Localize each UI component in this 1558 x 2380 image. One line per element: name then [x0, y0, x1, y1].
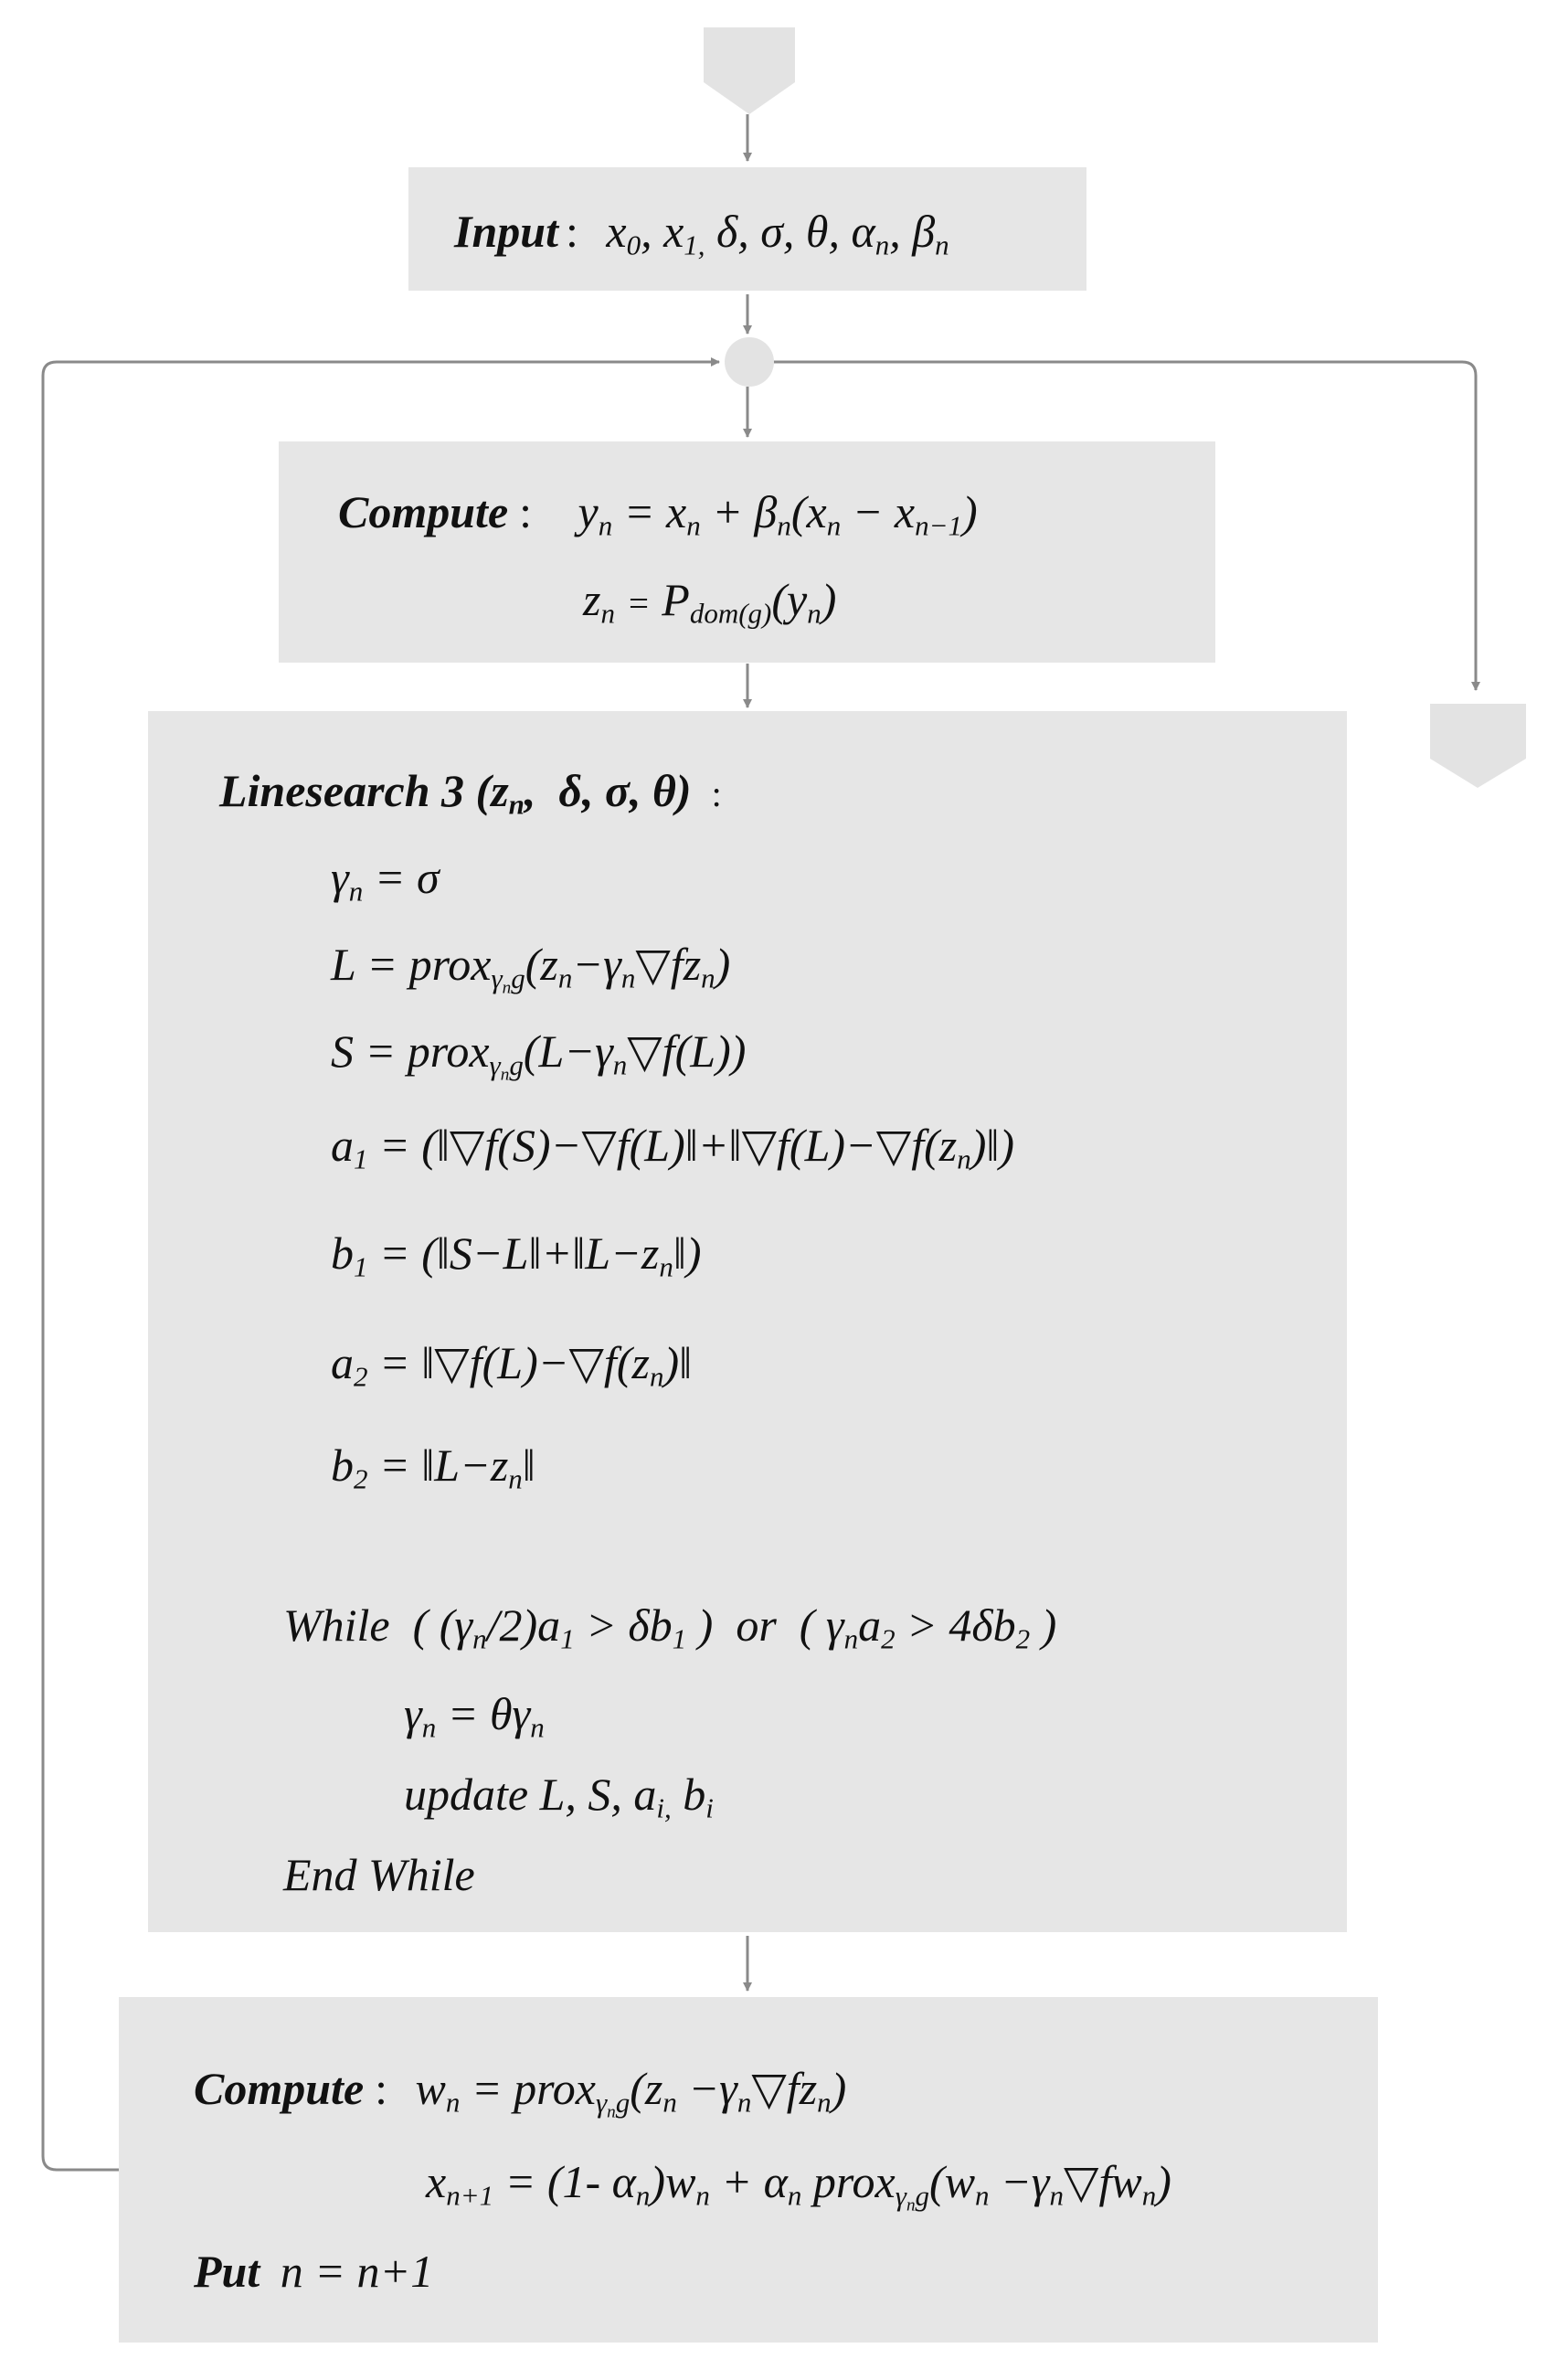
input-params: $x_0$, $x_{1,}$ δ, σ, θ, $\alpha_n$, $\beta_n$	[606, 206, 949, 261]
start-terminal	[704, 27, 795, 114]
ls-L-def: $L = prox_{\gamma_ng}(z_n-\gamma_n▽fz_n)$	[331, 939, 731, 998]
compute-update-line1	[194, 2063, 847, 2122]
linesearch-header: Linesearch 3 ($z_n$, δ, σ, θ) :	[219, 765, 722, 821]
ls-end-while: End While	[283, 1849, 475, 1900]
compute-update-keyword: Compute	[194, 2063, 365, 2114]
input-keyword: Input	[454, 206, 558, 257]
compute-init-keyword: Compute	[338, 486, 509, 537]
input-line	[454, 206, 949, 261]
ls-a1-def: $a_1$ = $(‖▽f(S)-▽f(L)‖+‖▽f(L)-▽f(z_n)‖)$	[331, 1120, 1015, 1175]
compute-init-colon: :	[519, 486, 533, 537]
input-box	[408, 167, 1086, 291]
compute-update-colon: :	[375, 2063, 388, 2114]
ls-S-def: $S = prox_{\gamma_ng}(L-\gamma_n▽f(L))$	[331, 1025, 747, 1085]
ls-a2-def: $a_2$ = $‖▽f(L)-▽f(z_n)‖$	[331, 1337, 693, 1393]
ls-while-update: update L, S, $a_{i,}$ $b_i$	[404, 1769, 714, 1824]
compute-init-eq-y: $y_n = x_n + \beta_n(x_n - x_{n-1})$	[578, 486, 978, 542]
compute-update-eq-x: $x_{n+1} = (1-$ $\alpha_n)w_n + \alpha_n$ $prox_{\gamma_ng}(w_n$ $-\gamma_n▽fw_n$)	[426, 2156, 1171, 2215]
compute-init-eq-z: $z_n = P_{dom(g)}(y_n)$	[583, 574, 837, 630]
compute-init-box	[279, 441, 1215, 663]
compute-init-line1	[338, 486, 978, 542]
compute-update-box	[119, 1997, 1378, 2343]
ls-b2-def: $b_2$ = $‖L-z_n‖$	[331, 1440, 535, 1495]
put-expr: n = n+1	[280, 2246, 434, 2297]
ls-b1-def: $b_1$ = $(‖S-L‖+‖L-z_n‖)$	[331, 1227, 702, 1283]
input-colon: :	[565, 206, 578, 257]
junction-node	[725, 337, 774, 387]
ls-while-cond: While ( $(\gamma_n/2)a_1 > \delta b_1$ ) or ( $\gamma_na_2 > 4\delta b_2$ )	[283, 1599, 1057, 1655]
linesearch-colon: :	[711, 773, 722, 814]
ls-gamma-init: $\gamma_n = \sigma$	[331, 852, 440, 908]
ls-while-gamma: $\gamma_n = \theta\gamma_n$	[404, 1688, 545, 1744]
compute-update-put	[194, 2246, 434, 2297]
compute-update-eq-w: $w_n$ = $prox_{\gamma_ng}(z_n$ $-\gamma_n▽fz_n$)	[415, 2063, 847, 2122]
linesearch-box	[148, 711, 1347, 1932]
put-keyword: Put	[194, 2246, 260, 2297]
end-terminal	[1430, 704, 1526, 788]
